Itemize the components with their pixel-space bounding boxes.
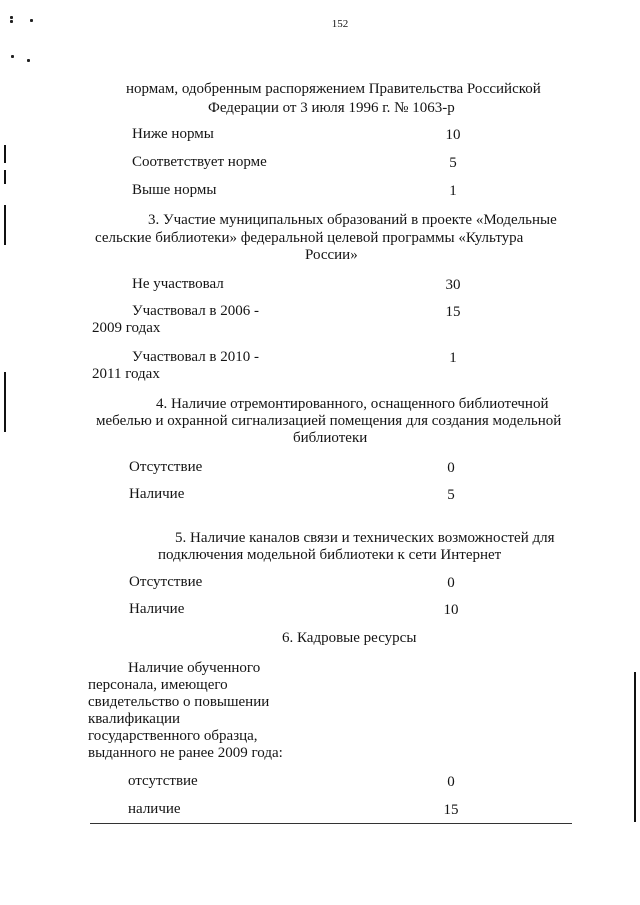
criterion-text: квалификации — [88, 711, 181, 727]
criterion-label: Наличие — [129, 601, 185, 617]
criterion-label: Не участвовал — [132, 276, 224, 292]
criterion-score: 5 — [447, 487, 455, 503]
criterion-score: 0 — [447, 575, 455, 591]
criterion-label-continued: 2011 годах — [92, 366, 160, 382]
bottom-rule — [90, 823, 572, 824]
section-heading: мебелью и охранной сигнализацией помещения для создания модельной — [96, 413, 562, 429]
criterion-label: Отсутствие — [129, 574, 203, 590]
criterion-score: 30 — [445, 277, 461, 293]
criterion-text: выданного не ранее 2009 года: — [88, 745, 283, 761]
criterion-score: 15 — [443, 802, 459, 818]
criterion-text: Наличие обученного — [128, 660, 261, 676]
scan-speck — [11, 55, 14, 58]
intro-line: нормам, одобренным распоряжением Правительства Российской — [126, 81, 541, 97]
scan-margin-mark — [4, 170, 6, 184]
section-heading: сельские библиотеки» федеральной целевой программы «Культура — [95, 230, 524, 246]
norm-label: Выше нормы — [132, 182, 217, 198]
page-number: 152 — [331, 18, 349, 30]
scan-margin-mark — [4, 205, 6, 245]
criterion-score: 10 — [443, 602, 459, 618]
scan-margin-mark — [634, 672, 636, 822]
scan-margin-mark — [4, 145, 6, 163]
section-heading: библиотеки — [293, 430, 368, 446]
criterion-text: персонала, имеющего — [88, 677, 228, 693]
criterion-score: 0 — [447, 460, 455, 476]
norm-score: 5 — [449, 155, 457, 171]
intro-line: Федерации от 3 июля 1996 г. № 1063-р — [208, 100, 455, 116]
criterion-text: государственного образца, — [88, 728, 258, 744]
scan-margin-mark — [4, 372, 6, 432]
section-heading: 6. Кадровые ресурсы — [282, 630, 417, 646]
norm-label: Ниже нормы — [132, 126, 214, 142]
section-heading: подключения модельной библиотеки к сети Интернет — [158, 547, 502, 563]
criterion-label-continued: 2009 годах — [92, 320, 161, 336]
norm-score: 1 — [449, 183, 457, 199]
section-heading: 5. Наличие каналов связи и технических возможностей для — [175, 530, 555, 546]
criterion-label: наличие — [128, 801, 181, 817]
section-heading: России» — [305, 247, 358, 263]
criterion-score: 1 — [449, 350, 457, 366]
scan-speck — [27, 59, 30, 62]
criterion-label: Наличие — [129, 486, 185, 502]
section-heading: 4. Наличие отремонтированного, оснащенного библиотечной — [156, 396, 549, 412]
criterion-score: 0 — [447, 774, 455, 790]
criterion-score: 15 — [445, 304, 461, 320]
criterion-label: Отсутствие — [129, 459, 203, 475]
norm-label: Соответствует норме — [132, 154, 267, 170]
norm-score: 10 — [445, 127, 461, 143]
criterion-text: свидетельство о повышении — [88, 694, 270, 710]
criterion-label: Участвовал в 2010 - — [132, 349, 260, 365]
criterion-label: Участвовал в 2006 - — [132, 303, 260, 319]
section-heading: 3. Участие муниципальных образований в проекте «Модельные — [148, 212, 557, 228]
criterion-label: отсутствие — [128, 773, 198, 789]
